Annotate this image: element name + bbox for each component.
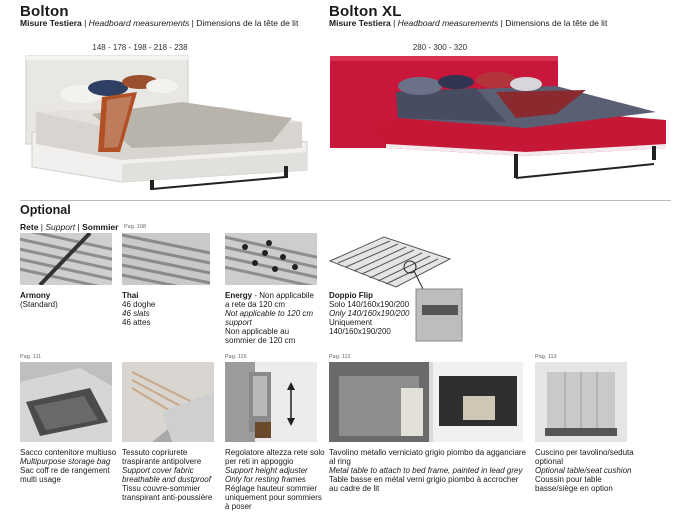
optional-title: Optional (20, 203, 71, 217)
bolton-xl-subtitle: Misure Testiera | Headboard measurements | Dimensions de la tête de lit (329, 18, 608, 28)
support-cover-line-1: Tessuto copriurete (122, 448, 188, 457)
height-adjuster-italic-2: Only for resting frames (225, 475, 306, 484)
thai-image (122, 233, 210, 285)
armony-line: (Standard) (20, 300, 58, 309)
storage-bag-page-ref: Pag. 111 (20, 354, 42, 360)
bolton-xl-dimensions: 280 - 300 - 320 (412, 43, 468, 52)
section-divider (20, 200, 671, 201)
storage-bag-italic: Multipurpose storage bag (20, 457, 111, 466)
cushion-fr-1: Coussin pour table (535, 475, 602, 484)
bolton-xl-sub-italic: Headboard measurements (397, 18, 499, 28)
support-cover-line-2: traspirante antipolvere (122, 457, 202, 466)
height-adjuster-line-2: per reti in appoggio (225, 457, 294, 466)
thai-caption (122, 291, 222, 327)
sommier-label: Sommier (82, 222, 119, 232)
cushion-page-ref: Pag. 113 (535, 354, 557, 360)
storage-bag-fr-1: Sac coff re de rangement (20, 466, 110, 475)
metal-table-fr-2: au cadre de lit (329, 484, 380, 493)
armony-caption (20, 291, 120, 309)
energy-italic-2: support (225, 318, 252, 327)
bolton-xl-bed-image (326, 52, 671, 184)
energy-line: a rete da 120 cm (225, 300, 286, 309)
support-cover-italic-1: Support cover fabric (122, 466, 194, 475)
bolton-sub-fr: Dimensions de la tête de lit (196, 18, 299, 28)
cushion-line-1: Cuscino per tavolino/seduta (535, 448, 634, 457)
bolton-title: Bolton (20, 3, 69, 20)
thai-name: Thai (122, 291, 139, 300)
storage-bag-line: Sacco contenitore multiuso (20, 448, 117, 457)
energy-italic-1: Not applicable to 120 cm (225, 309, 314, 318)
metal-table-caption (329, 448, 529, 493)
thai-page-ref: Pag. 108 (124, 224, 147, 230)
bolton-xl-sub-fr: Dimensions de la tête de lit (505, 18, 608, 28)
energy-fr-2: sommier de 120 cm (225, 336, 296, 345)
thai-fr: 46 attes (122, 318, 151, 327)
metal-table-image (329, 362, 523, 442)
doppio-line: Solo 140/160x190/200 (329, 300, 410, 309)
height-adjuster-italic-1: Support height adjuster (225, 466, 308, 475)
storage-bag-fr-2: multi usage (20, 475, 61, 484)
rete-label: Rete (20, 222, 39, 232)
height-adjuster-line-1: Regolatore altezza rete solo (225, 448, 325, 457)
height-adjuster-fr-3: à poser (225, 502, 252, 511)
height-adjuster-image (225, 362, 317, 442)
support-label: Support (45, 222, 76, 232)
energy-caption (225, 291, 325, 345)
bolton-xl-sub-bold: Misure Testiera (329, 18, 391, 28)
support-cover-caption (122, 448, 222, 502)
bolton-dimensions: 148 - 178 - 198 - 218 - 238 (92, 43, 188, 52)
armony-name: Armony (20, 291, 51, 300)
storage-bag-caption (20, 448, 120, 484)
support-cover-fr-2: transpirant anti-poussière (122, 493, 213, 502)
doppio-fr-2: 140/160x190/200 (329, 327, 391, 336)
metal-table-line-1: Tavolino metallo verniciato grigio piombo da agganciare (329, 448, 527, 457)
cushion-caption (535, 448, 655, 493)
bolton-subtitle: Misure Testiera | Headboard measurements | Dimensions de la tête de lit (20, 18, 299, 28)
cushion-italic: Optional table/seat cushion (535, 466, 632, 475)
doppio-fr-1: Uniquement (329, 318, 373, 327)
storage-bag-image (20, 362, 112, 442)
thai-line: 46 doghe (122, 300, 156, 309)
energy-image (225, 233, 317, 285)
bolton-bed-image (22, 52, 312, 192)
armony-image (20, 233, 112, 285)
height-adjuster-fr-1: Réglage hauteur sommier (225, 484, 318, 493)
energy-fr-1: Non applicable au (225, 327, 290, 336)
bolton-sub-italic: Headboard measurements (88, 18, 190, 28)
cushion-line-2: optional (535, 457, 564, 466)
bolton-xl-title: Bolton XL (329, 3, 402, 20)
energy-name-suffix: - Non applicabile (252, 291, 314, 300)
height-adjuster-page-ref: Pag. 115 (225, 354, 247, 360)
metal-table-line-2: al ring (329, 457, 351, 466)
height-adjuster-caption (225, 448, 325, 511)
cushion-image (535, 362, 627, 442)
cushion-fr-2: basse/siège en option (535, 484, 613, 493)
metal-table-fr-1: Table basse en métal verni grigio piombo à accrocher (329, 475, 519, 484)
support-cover-fr-1: Tissu couvre-sommier (122, 484, 201, 493)
thai-italic: 46 slats (122, 309, 150, 318)
metal-table-italic: Metal table to attach to bed frame, painted in lead grey (329, 466, 523, 475)
metal-table-page-ref: Pag. 112 (329, 354, 351, 360)
energy-name: Energy (225, 291, 253, 300)
support-cover-image (122, 362, 214, 442)
rete-subtitle: Rete | Support | Sommier (20, 222, 119, 232)
bolton-sub-bold: Misure Testiera (20, 18, 82, 28)
height-adjuster-fr-2: uniquement pour sommiers (225, 493, 322, 502)
doppio-flip-caption (329, 291, 429, 336)
support-cover-italic-2: breathable and dustproof (122, 475, 211, 484)
doppio-italic: Only 140/160x190/200 (329, 309, 410, 318)
doppio-flip-name: Doppio Flip (329, 291, 373, 300)
